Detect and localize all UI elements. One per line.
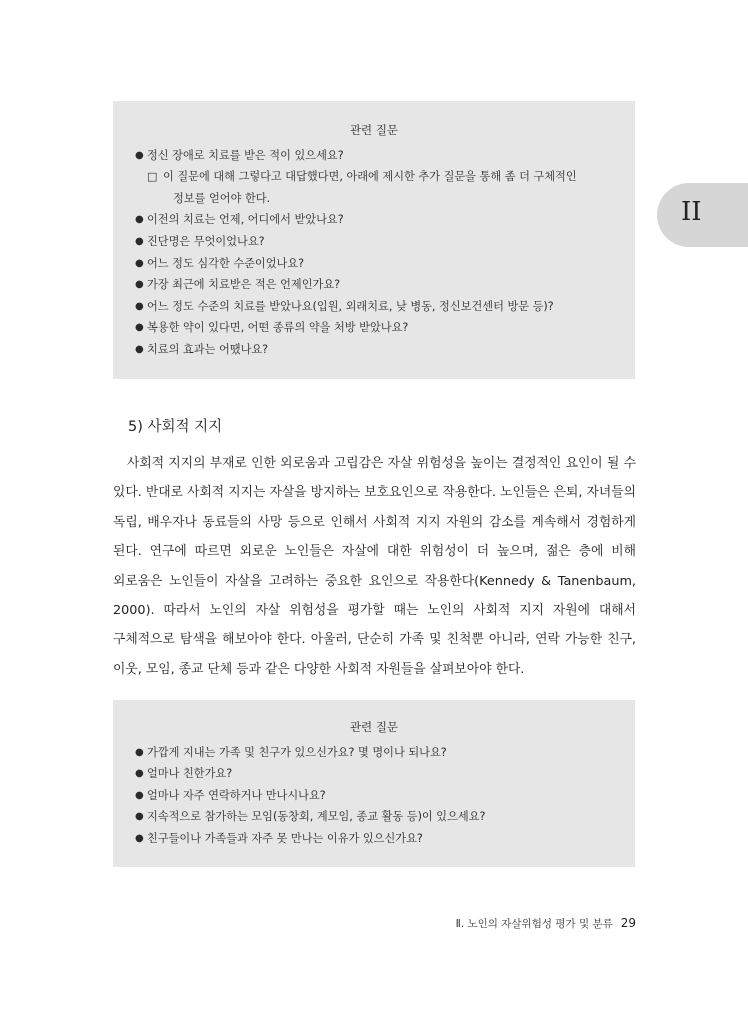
bullet-icon: ● [135, 257, 144, 269]
list-item: ● 진단명은 무엇이었나요? [135, 231, 635, 253]
body-paragraph: 사회적 지지의 부재로 인한 외로움과 고립감은 자살 위험성을 높이는 결정적인 요인이 될 수 있다. 반대로 사회적 지지는 자살을 방지하는 보호요인으로 작용한다. 노인들은 은퇴, 자녀들의 독립, 배우자나 동료들의 사망 등으로 인해서 사회적 지지 자원의 감소를 계속해서 경험하게 된다. 연구에 따르면 외로운 노인들은 자살에 대한 위험성이 더 높으며, 젊은 층에 비해 외로움은 노인들이 자살을 고려하는 중요한 요인으로 작용한다(Kennedy & Tanenbaum, 2000). 따라서 노인의 자살 위험성을 평가할 때는 노인의 사회적 지지 자원에 대해서 구체적으로 탐색을 해보아야 한다. 아울러, 단순히 가족 및 친척뿐 아니라, 연락 가능한 친구, 이웃, 모임, 종교 단체 등과 같은 다양한 사회적 자원들을 살펴보아야 한다. [113, 456, 636, 677]
bullet-icon: ● [135, 832, 144, 844]
box-title: 관련 질문 [349, 720, 399, 734]
list-item: ● 얼마나 친한가요? [135, 763, 635, 785]
question-list [113, 145, 635, 167]
list-item: ● 이전의 치료는 언제, 어디에서 받았나요? [135, 209, 635, 231]
chapter-tab [657, 183, 748, 247]
bullet-icon: ● [135, 768, 144, 780]
list-item: ● 복용한 약이 있다면, 어떤 종류의 약을 처방 받았나요? [135, 317, 635, 339]
running-title: Ⅱ. 노인의 자살위험성 평가 및 분류 [455, 918, 613, 930]
bullet-icon: ● [135, 322, 144, 334]
bullet-icon: ● [135, 279, 144, 291]
list-item: ● 지속적으로 참가하는 모임(동창회, 계모임, 종교 활동 등)이 있으세요? [135, 806, 635, 828]
bullet-icon: ● [135, 149, 144, 161]
bullet-icon: ● [135, 746, 144, 758]
list-item: ● 가장 최근에 치료받은 적은 언제인가요? [135, 274, 635, 296]
list-item: ● 치료의 효과는 어땠나요? [135, 339, 635, 361]
question-list [113, 209, 635, 360]
list-item: ● 얼마나 자주 연락하거나 만나시나요? [135, 785, 635, 807]
related-questions-box-treatment [113, 101, 635, 379]
sub-note [113, 166, 635, 209]
sub-note-line: 이 질문에 대해 그렇다고 대답했다면, 아래에 제시한 추가 질문을 통해 좀 더 구체적인 [163, 170, 577, 184]
list-item: ● 어느 정도 수준의 치료를 받았나요(입원, 외래치료, 낮 병동, 정신보건센터 방문 등)? [135, 296, 635, 318]
list-item: ● 정신 장애로 치료를 받은 적이 있으세요? [135, 145, 635, 167]
bullet-icon: ● [135, 300, 144, 312]
chapter-tab-label: II [681, 197, 702, 227]
page-footer [456, 916, 636, 931]
bullet-icon: ● [135, 343, 144, 355]
box-title: 관련 질문 [349, 123, 399, 137]
list-item: ● 친구들이나 가족들과 자주 못 만나는 이유가 있으신가요? [135, 828, 635, 850]
sub-note-line: 정보를 얻어야 한다. [173, 191, 271, 205]
bullet-icon: ● [135, 235, 144, 247]
list-item: ● 어느 정도 심각한 수준이었나요? [135, 253, 635, 275]
section-heading: 5) 사회적 지지 [128, 419, 223, 435]
list-item: ● 가깝게 지내는 가족 및 친구가 있으신가요? 몇 명이나 되나요? [135, 742, 635, 764]
square-bullet-icon: □ [147, 170, 158, 184]
bullet-icon: ● [135, 811, 144, 823]
related-questions-box-social [113, 700, 635, 867]
bullet-icon: ● [135, 214, 144, 226]
question-list [113, 742, 635, 850]
bullet-icon: ● [135, 789, 144, 801]
page-number: 29 [620, 916, 636, 930]
